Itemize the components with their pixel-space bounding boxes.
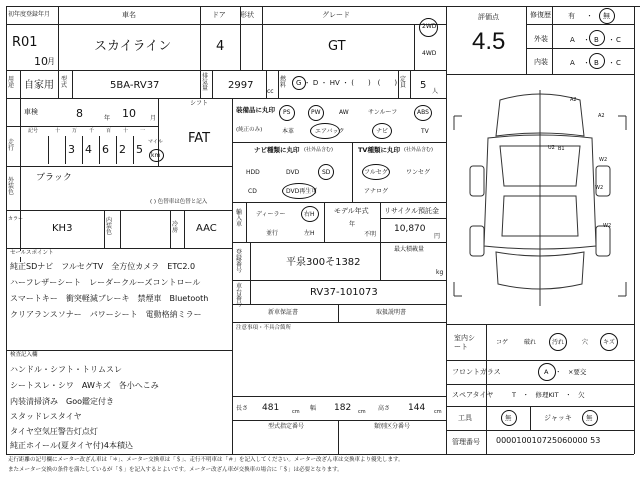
length-label: 長さ	[236, 405, 249, 412]
tools-value: 無	[505, 414, 512, 422]
r2-col-2	[72, 70, 73, 98]
score-label: 評価点	[478, 13, 499, 21]
exterior-opt-a: A	[570, 36, 575, 44]
score-line-2	[526, 48, 634, 49]
row-line-6	[6, 350, 232, 351]
capacity-value: 5	[420, 80, 427, 91]
exterior-opt-c: C	[616, 36, 621, 44]
navi-title: ナビ種類に丸印	[254, 146, 300, 154]
exterior-opt-b: B	[594, 36, 599, 44]
shape-label: 形状	[240, 11, 254, 19]
recycle-unit: 円	[434, 233, 441, 240]
mid-line-4	[232, 280, 446, 281]
door-label: ドア	[212, 11, 226, 19]
car-name-value: スカイライン	[94, 39, 172, 54]
registration-month-unit: 月	[47, 57, 55, 66]
sheet-border	[6, 6, 640, 7]
displacement-value: 2997	[228, 80, 254, 91]
tv-oneseg: ワンセグ	[406, 169, 431, 176]
mile-col-5	[116, 136, 117, 164]
seat-item-3: 汚れ	[552, 339, 565, 346]
weight-label: 最大積載量	[394, 246, 425, 253]
diagram-mark-u2: U2	[548, 145, 555, 151]
inspector-line-4: スタッドレスタイヤ	[10, 412, 82, 421]
shift-value: FAT	[188, 131, 211, 146]
hdr-col-5	[414, 24, 415, 70]
exterior-color-note: ( ) 色替車は色替と記入	[150, 199, 208, 205]
tools-label: 工具	[458, 414, 472, 422]
inspection-month-unit: 月	[150, 115, 157, 122]
interior-opt-sep2: ・	[608, 59, 615, 67]
mid-line-1	[232, 142, 446, 143]
mileage-digit-4: 5	[136, 143, 143, 156]
mid-line-7	[232, 396, 446, 397]
drive-4wd: 4WD	[422, 50, 437, 57]
grade-label: グレード	[322, 11, 350, 19]
inspector-line-5: タイヤ空気圧警告灯点灯	[10, 427, 98, 436]
recycle-line	[380, 218, 446, 219]
rt-line-4	[446, 406, 634, 407]
model-year-year: 年	[349, 221, 356, 228]
mid-line-8	[232, 420, 446, 421]
jack-label: ジャッキ	[544, 414, 572, 422]
equipment-navi: ナビ	[376, 128, 389, 135]
mid-line-3	[232, 242, 446, 243]
interior-opt-c: C	[616, 59, 621, 67]
front-glass-value: A ・ ×要交	[544, 368, 587, 376]
inspection-year: 8	[76, 107, 83, 120]
score-col	[526, 6, 527, 74]
width-cm: cm	[358, 409, 366, 415]
navi-tv-divider	[352, 142, 353, 202]
color-code-value: KH3	[52, 223, 73, 234]
capacity-unit: 人	[432, 88, 439, 95]
hdr-col-1	[58, 6, 59, 98]
insp-line	[6, 126, 158, 127]
row-line-4	[6, 210, 232, 211]
height-cm: cm	[434, 409, 442, 415]
plate-label: 登録番号	[236, 249, 243, 274]
model-year-label: モデル年式	[334, 207, 369, 215]
plate-col	[250, 242, 251, 304]
hdr-col-2	[200, 6, 201, 70]
cc-col-4	[184, 210, 185, 248]
mileage-unit-4: 百	[106, 128, 112, 134]
mile-label: マイル	[148, 139, 163, 145]
navi-note: (社外品含む)	[304, 147, 333, 153]
registration-year: R01	[12, 35, 38, 50]
row-line-3	[6, 166, 232, 167]
r2-col-7	[398, 70, 399, 98]
exterior-grade-label: 外装	[534, 35, 548, 43]
tv-fullseg: フルセグ	[364, 169, 388, 176]
inspector-line-6: 純正ホイール(夏タイヤ付)4本積込	[10, 441, 134, 450]
diagram-mark-b1: B1	[558, 146, 565, 152]
inspection-label: 車検	[24, 108, 38, 116]
navi-dvd-play: DVD再生可	[286, 188, 318, 195]
divider-left-col	[232, 98, 233, 454]
import-label: 輸入車	[236, 209, 243, 228]
recycle-label: リサイクル預託金	[384, 207, 440, 215]
diagram-mark-w2-2: W2	[595, 185, 604, 191]
equipment-aw: AW	[339, 109, 349, 116]
equipment-subtitle: (純正のみ)	[236, 127, 263, 133]
chassis-value: RV37-101073	[310, 287, 378, 298]
registration-month: 10	[34, 55, 48, 68]
mile-col-2	[65, 136, 66, 164]
door-value: 4	[216, 39, 225, 54]
rt-col	[486, 324, 487, 454]
interior-opt-a: A	[570, 59, 575, 67]
fuel-options: G ・ D ・ HV ・ ( ) ( )	[296, 79, 398, 87]
r2-col-8	[410, 70, 411, 98]
sales-points-label: セールスポイント	[10, 250, 54, 256]
exterior-color-label: 外装色	[8, 177, 15, 196]
use-label: 用途	[8, 76, 15, 89]
color-code-label: カラー	[8, 216, 24, 222]
navi-dvd: DVD	[286, 169, 300, 176]
model-label: 型式	[61, 76, 68, 89]
navi-sd: SD	[322, 169, 331, 176]
chassis-label: 車台番号	[236, 283, 243, 308]
score-value: 4.5	[472, 28, 506, 55]
diagram-mark-a2-hood: A2	[598, 113, 605, 119]
equipment-airbag: エアバック	[315, 128, 345, 135]
diagram-mark-w2-1: W2	[599, 157, 608, 163]
km-label: km	[151, 152, 161, 159]
exterior-color-value: ブラック	[36, 173, 72, 183]
score-line-1	[526, 24, 634, 25]
repair-opt-1: 有	[568, 12, 575, 20]
inspector-line-3: 内装清掃済み Goo鑑定付き	[10, 397, 114, 406]
plate-value: 平泉300そ1382	[286, 257, 361, 268]
cold-label: 冷房	[172, 221, 179, 234]
warranty-manual: 取扱説明書	[376, 309, 407, 316]
interior-opt-sep1: ・	[583, 59, 590, 67]
displacement-label: 排気量	[202, 73, 209, 92]
repair-opt-3: 無	[603, 12, 610, 20]
mile-col-4	[99, 136, 100, 164]
rt-line-2	[446, 360, 634, 361]
equipment-abs: ABS	[417, 109, 429, 116]
mileage-digit-0: 3	[68, 143, 75, 156]
cc-col-2	[120, 210, 121, 248]
seat-item-1: コゲ	[496, 339, 509, 346]
mid-line-5	[232, 304, 446, 305]
seat-label: 室内シート	[454, 334, 475, 352]
mile-col-3	[82, 136, 83, 164]
r2-col-4	[212, 70, 213, 98]
score-label-col	[552, 6, 553, 74]
footer-note-1: 走行距離の記号欄にメーター改ざん車は「＊」、メーター交換車は「＄」、走行不明車は「＃」を記入してください。メーター改ざん車は交換車より優先します。	[8, 457, 404, 463]
import-left-handle: 左H	[304, 230, 315, 237]
equipment-pw: PW	[311, 109, 321, 116]
management-label: 管理番号	[452, 438, 480, 446]
interior-grade-label: 内装	[534, 58, 548, 66]
import-parallel: 並行	[266, 230, 279, 237]
insp-col	[20, 98, 21, 262]
mileage-digit-1: 4	[85, 143, 92, 156]
r2-col-3	[200, 70, 201, 98]
height-label: 高さ	[378, 405, 391, 412]
type-label: 型式指定番号	[268, 423, 305, 430]
seat-item-4: 穴	[582, 339, 589, 346]
cold-value: AAC	[196, 223, 217, 234]
model-value: 5BA-RV37	[110, 80, 160, 91]
recycle-value: 10,870	[394, 224, 426, 234]
warranty-new-car: 新車保証書	[268, 309, 299, 316]
equipment-tv: TV	[421, 128, 429, 135]
registration-label: 初年度登録年月	[8, 11, 51, 18]
mile-col-1	[48, 136, 49, 164]
interior-color-label: 内装色	[106, 217, 113, 236]
tv-title: TV種類に丸印	[358, 146, 400, 154]
management-value: 000010010725060000 53	[496, 436, 601, 445]
sales-line-3: スマートキー 衝突軽減ブレーキ 禁煙車 Bluetooth	[10, 294, 209, 303]
tv-analog: アナログ	[364, 188, 389, 195]
mileage-digit-2: 6	[102, 143, 109, 156]
weight-unit: kg	[436, 269, 444, 276]
tv-note: (社外品含む)	[404, 147, 433, 153]
fuel-label: 燃料	[280, 76, 287, 89]
mileage-unit-2: 万	[72, 128, 78, 134]
diagram-mark-w2-3: W2	[603, 223, 612, 229]
mileage-unit-0: 記号	[28, 128, 39, 134]
seat-item-5: キズ	[603, 339, 615, 346]
mileage-label: 走行	[8, 139, 15, 152]
length-cm: cm	[292, 409, 300, 415]
car-name-label: 車名	[122, 11, 136, 19]
header-label-line	[6, 24, 446, 25]
row-line-5	[6, 248, 232, 249]
height-value: 144	[408, 403, 426, 413]
equipment-leather: 本革	[282, 128, 295, 135]
diagram-mark-a2-front: A2	[570, 97, 577, 103]
score-bottom	[446, 74, 634, 75]
length-value: 481	[262, 403, 280, 413]
interior-opt-b: B	[594, 59, 599, 67]
cc-col-3	[170, 210, 171, 248]
rt-jack-col	[530, 406, 531, 430]
capacity-label: 定員	[400, 76, 407, 89]
import-dealer: ディーラー	[256, 211, 286, 218]
imp-col-2	[324, 202, 325, 242]
grade-value: GT	[328, 39, 346, 54]
width-label: 幅	[310, 405, 317, 412]
mileage-unit-6: 一	[140, 128, 146, 134]
imp-col-1	[246, 202, 247, 242]
r2-col-1	[20, 70, 21, 98]
import-right-handle: 右H	[304, 211, 315, 218]
inspector-line-1: ハンドル・シフト・トリムスレ	[10, 365, 122, 374]
exterior-opt-sep2: ・	[608, 36, 615, 44]
equipment-title: 装備品に丸印	[236, 106, 275, 114]
mileage-unit-5: 十	[123, 128, 129, 134]
seat-item-2: 破れ	[524, 339, 537, 346]
r2-col-6	[278, 70, 279, 98]
notes-label: 注意事項・不具合箇所	[236, 325, 292, 331]
inspection-year-unit: 年	[104, 115, 111, 122]
inspector-label: 検査記入欄	[10, 352, 38, 358]
exterior-opt-sep1: ・	[583, 36, 590, 44]
drive-2wd: 2WD	[422, 23, 437, 30]
use-value: 自家用	[24, 80, 54, 91]
border-right	[634, 6, 635, 454]
mid-line-6	[232, 322, 446, 323]
equipment-ps: PS	[283, 109, 291, 116]
spare-value: T ・ 修理KIT ・ 欠	[512, 391, 585, 399]
cc-label: cc	[267, 88, 274, 95]
imp-col-3	[380, 202, 381, 280]
equipment-sunroof: サンルーフ	[368, 109, 398, 116]
hdr-col-4	[262, 6, 263, 70]
rt-line-3	[446, 384, 634, 385]
footer-note-2: またメーター交換の条件を満たしているが「＄」を記入するとよいです。メーター改ざん車が交換車の場合に「＄」は必要となります。	[8, 467, 343, 473]
mileage-unit-3: 千	[89, 128, 95, 134]
rt-line-1	[446, 324, 634, 325]
type-col	[338, 420, 339, 454]
sales-line-4: クリアランスソナー パワーシート 電動格納ミラー	[10, 310, 202, 319]
mile-col-6	[133, 136, 134, 164]
jack-value: 無	[586, 414, 593, 422]
mid-line-2	[232, 202, 446, 203]
border-left	[6, 6, 7, 454]
row-line-2	[6, 98, 446, 99]
repair-label: 修復歴	[530, 11, 551, 19]
inspection-month: 10	[122, 107, 136, 120]
border-bottom	[6, 454, 634, 455]
front-glass-label: フロントガラス	[452, 368, 501, 376]
cc-col-1	[104, 210, 105, 248]
width-value: 182	[334, 403, 352, 413]
repair-opt-2: ・	[586, 12, 593, 20]
spare-label: スペアタイヤ	[452, 391, 494, 399]
navi-cd: CD	[248, 188, 257, 195]
class-label: 類別区分番号	[374, 423, 411, 430]
shift-label: シフト	[190, 100, 209, 107]
mileage-digit-3: 2	[119, 143, 126, 156]
sales-line-1: 純正SDナビ フルセグTV 全方位カメラ ETC2.0	[10, 262, 196, 271]
sales-line-2: ハーフレザーシート レーダークルーズコントロール	[10, 278, 201, 287]
inspector-line-2: シートスレ・シワ AWキズ 各小へこみ	[10, 381, 159, 390]
model-year-unknown: 不明	[364, 231, 377, 238]
warranty-col	[338, 304, 339, 322]
mileage-unit-1: 十	[55, 128, 61, 134]
rt-line-5	[446, 430, 634, 431]
navi-hdd: HDD	[246, 169, 260, 176]
